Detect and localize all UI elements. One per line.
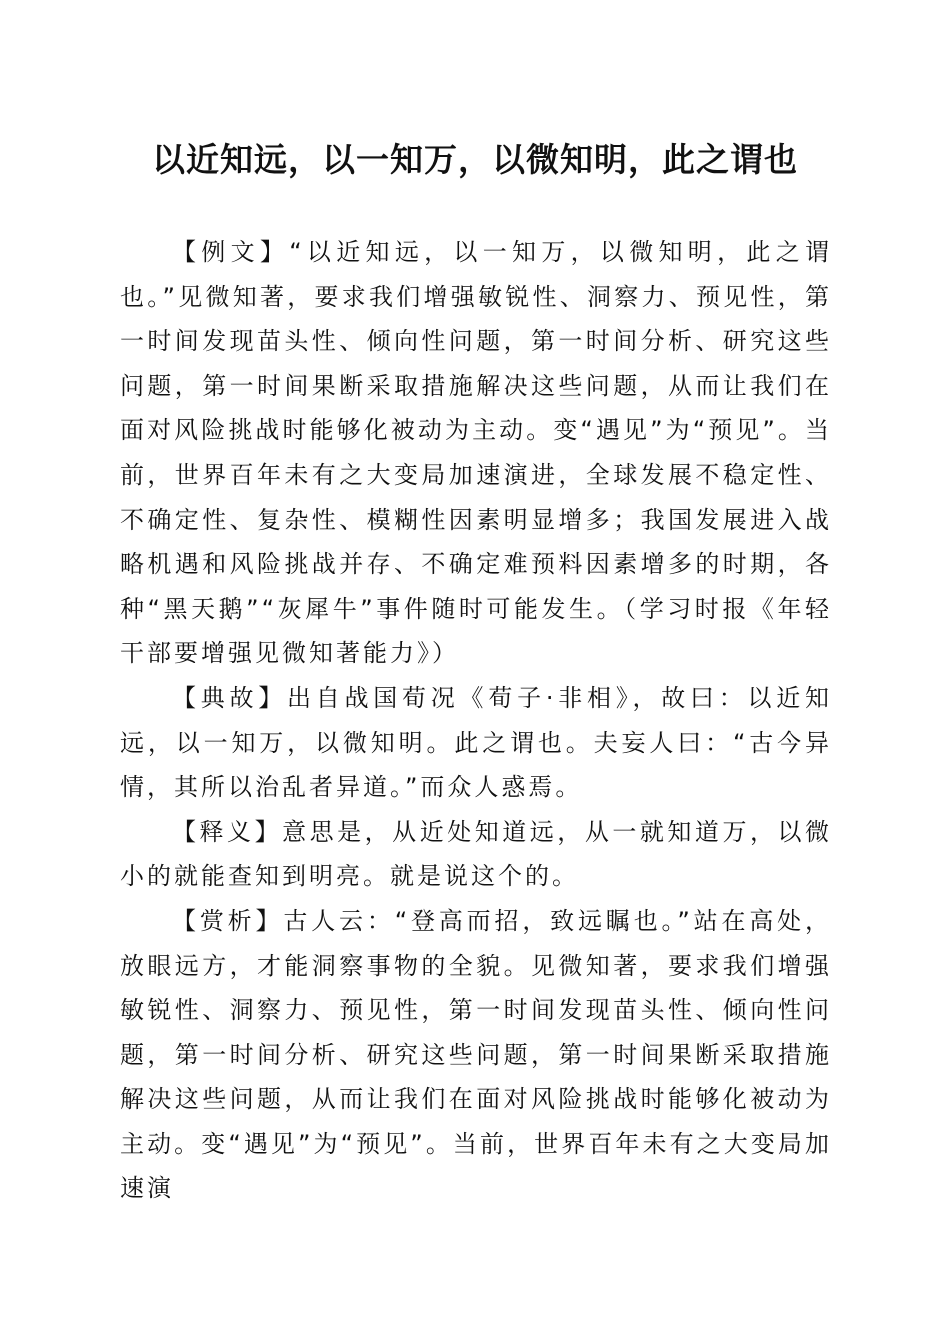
paragraph-tag: 【赏析】 xyxy=(172,906,284,935)
document-title: 以近知远，以一知万，以微知明，此之谓也 xyxy=(152,140,798,179)
paragraph-tag: 【例文】 xyxy=(172,238,290,266)
document-body xyxy=(120,230,832,1211)
paragraph-text: “以近知远，以一知万，以微知明，此之谓也。”见微知著，要求我们增强敏锐性、洞察力、预见性，第一时间发现苗头性、倾向性问题，第一时间分析、研究这些问题，第一时间果断采取措施解决这些问题，从而让我们在面对风险挑战时能够化被动为主动。变“遇见”为“预见”。当前，世界百年未有之大变局加速演进，全球发展不稳定性、不确定性、复杂性、模糊性因素明显增多；我国发展进入战略机遇和风险挑战并存、不确定难预料因素增多的时期，各种“黑天鹅”“灰犀牛”事件随时可能发生。（学习时报《年轻干部要增强见微知著能力》） xyxy=(120,238,833,668)
paragraph-text: 意思是，从近处知道远，从一就知道万，以微小的就能查知到明亮。就是说这个的。 xyxy=(120,817,833,891)
paragraph-text: 出自战国荀况《荀子·非相》，故曰：以近知远，以一知万，以微知明。此之谓也。夫妄人曰：“古今异情，其所以治乱者异道。”而众人惑焉。 xyxy=(120,683,832,802)
paragraph-appreciation xyxy=(120,899,832,1211)
paragraph-tag: 【释义】 xyxy=(172,817,283,846)
paragraph-example xyxy=(120,230,832,676)
paragraph-allusion xyxy=(120,676,832,810)
paragraph-tag: 【典故】 xyxy=(172,683,288,712)
paragraph-text: 古人云：“登高而招，致远瞩也。”站在高处，放眼远方，才能洞察事物的全貌。见微知著，要求我们增强敏锐性、洞察力、预见性，第一时间发现苗头性、倾向性问题，第一时间分析、研究这些问题，第一时间果断采取措施解决这些问题，从而让我们在面对风险挑战时能够化被动为主动。变“遇见”为“预见”。当前，世界百年未有之大变局加速演 xyxy=(120,906,832,1203)
paragraph-meaning xyxy=(120,810,832,899)
